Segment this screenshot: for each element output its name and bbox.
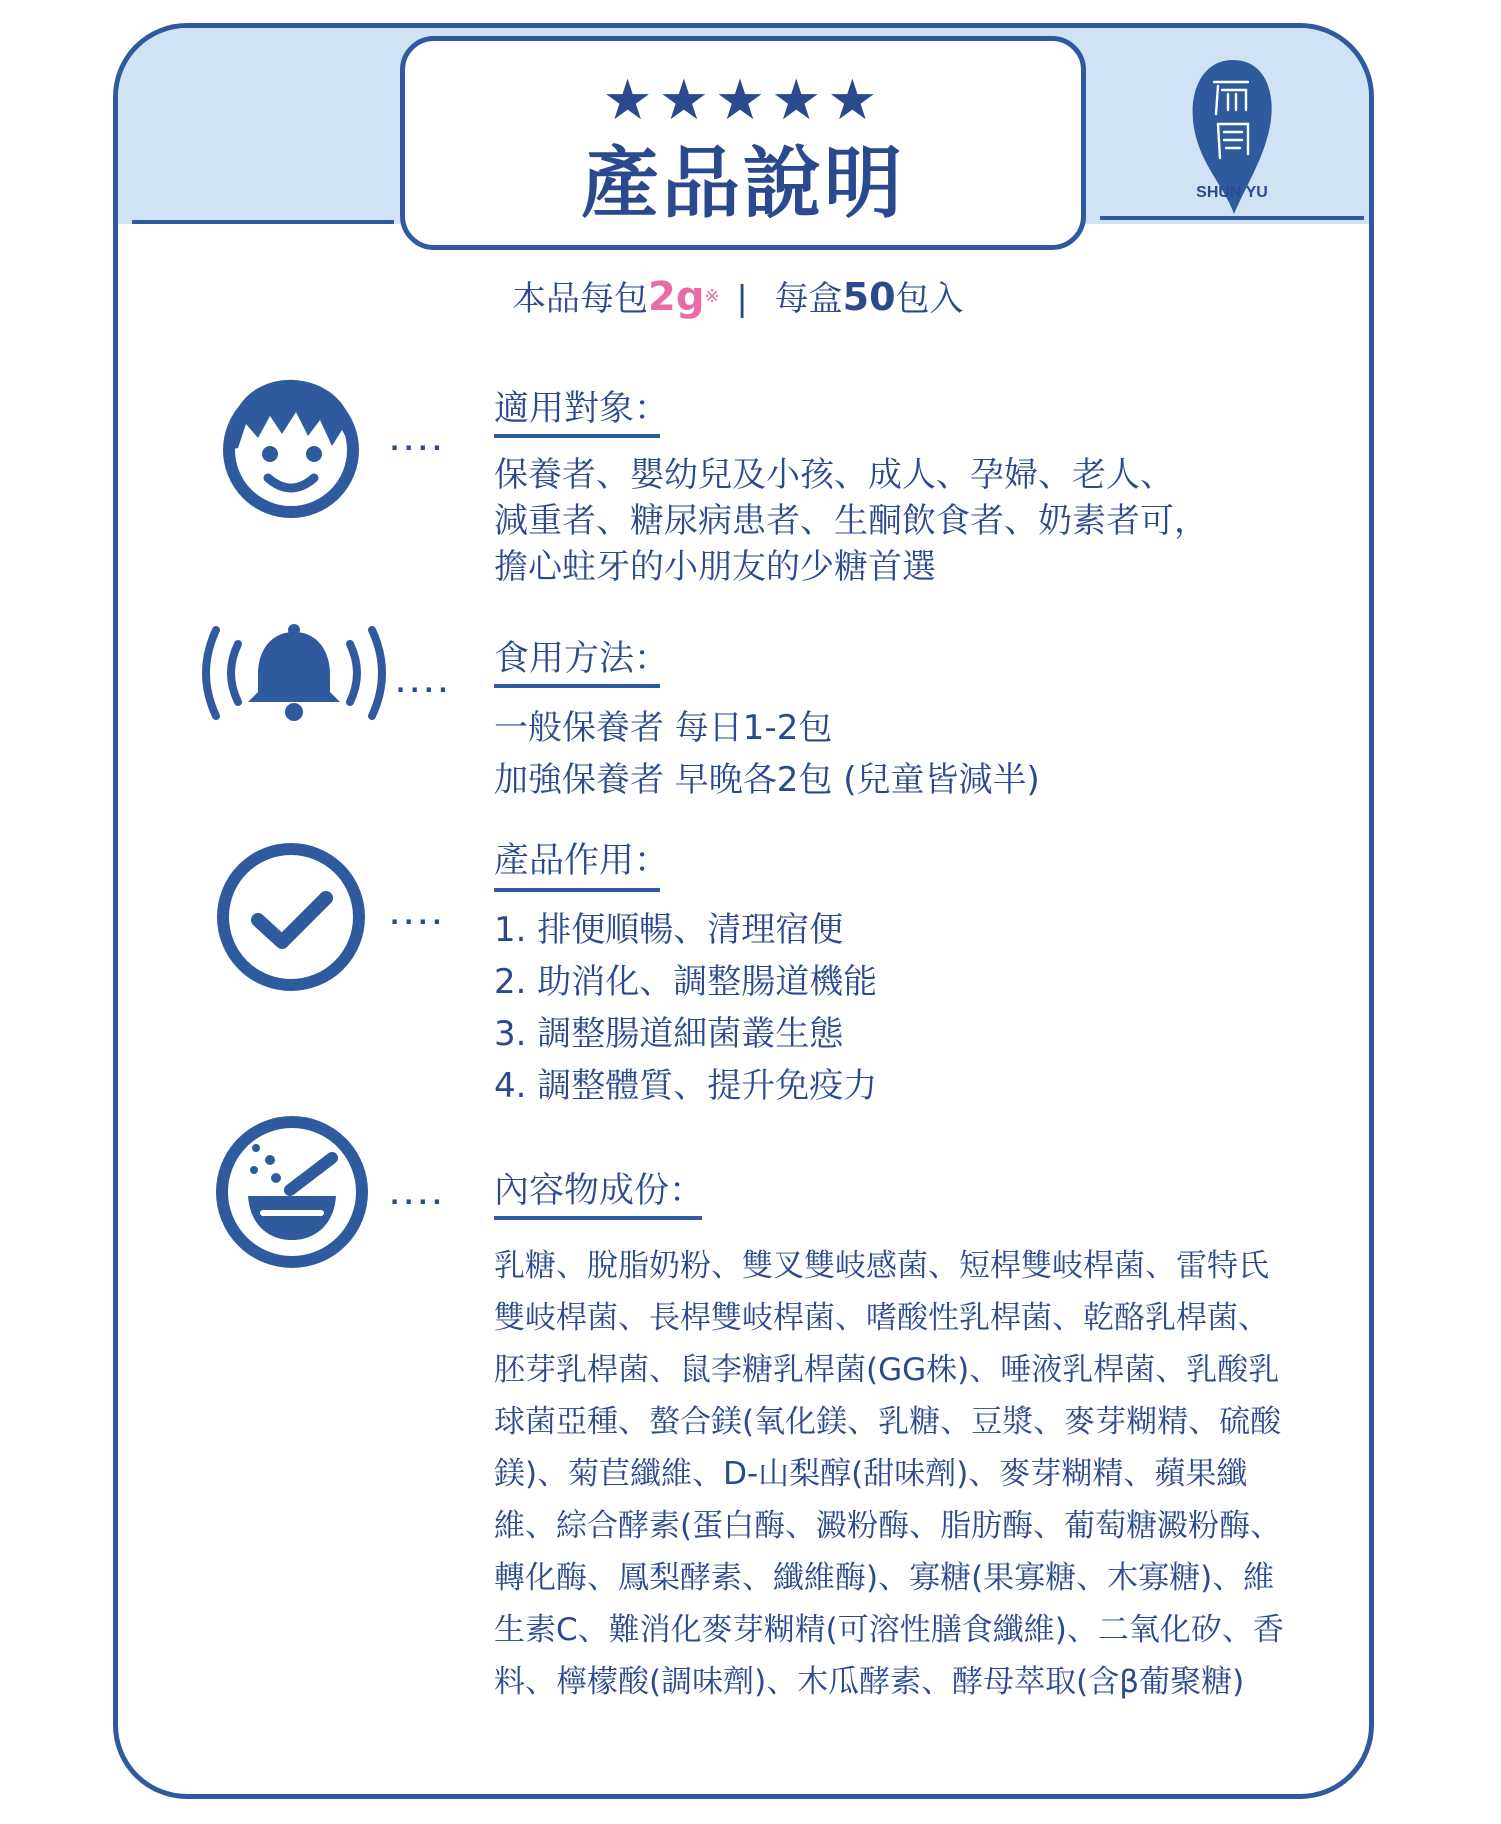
- checkmark-circle-icon: [214, 840, 368, 994]
- target-text: [494, 452, 1208, 590]
- target-line: 擔心蛀牙的小朋友的少糖首選: [494, 547, 936, 587]
- ingredients-line: 胚芽乳桿菌、鼠李糖乳桿菌(GG株)、唾液乳桿菌、乳酸乳: [494, 1352, 1280, 1388]
- title-box: [400, 36, 1086, 250]
- effects-title: 產品作用：: [494, 841, 670, 881]
- ingredients-underline: [494, 1216, 702, 1220]
- page-title: 產品說明: [580, 139, 905, 229]
- usage-underline: [494, 684, 660, 688]
- ingredients-title: 內容物成份：: [494, 1171, 705, 1211]
- effects-underline: [494, 888, 660, 892]
- ingredients-line: 維、綜合酵素(蛋白酶、澱粉酶、脂肪酶、葡萄糖澱粉酶、: [494, 1508, 1282, 1544]
- usage-text: [494, 702, 1040, 806]
- ingredients-line: 料、檸檬酸(調味劑)、木瓜酵素、酵母萃取(含β葡聚糖): [494, 1664, 1245, 1700]
- connector-dots: ....: [396, 670, 453, 698]
- brand-name: SHUN YU: [1196, 184, 1268, 201]
- target-title: 適用對象：: [494, 389, 670, 429]
- connector-dots: ....: [390, 1182, 447, 1210]
- spec-box-count: 50: [842, 275, 896, 319]
- effects-line: 2. 助消化、調整腸道機能: [494, 962, 878, 1002]
- ingredients-line: 乳糖、脫脂奶粉、雙叉雙岐感菌、短桿雙岐桿菌、雷特氏: [494, 1248, 1269, 1284]
- connector-dots: ....: [390, 902, 447, 930]
- ingredients-line: 雙岐桿菌、長桿雙岐桿菌、嗜酸性乳桿菌、乾酪乳桿菌、: [494, 1300, 1269, 1336]
- spec-separator: |: [736, 279, 748, 319]
- smiling-boy-icon: [216, 370, 366, 520]
- effects-line: 1. 排便順暢、清理宿便: [494, 910, 844, 950]
- header-divider-left: [132, 220, 394, 224]
- ingredients-text: [494, 1240, 1284, 1708]
- spec-amount: 2g: [648, 274, 705, 320]
- target-underline: [494, 434, 660, 438]
- spec-box-prefix: 每盒: [774, 279, 843, 319]
- target-line: 保養者、嬰幼兒及小孩、成人、孕婦、老人、: [494, 455, 1174, 495]
- ingredients-line: 轉化酶、鳳梨酵素、纖維酶)、寡糖(果寡糖、木寡糖)、維: [494, 1560, 1275, 1596]
- ingredients-line: 生素C、難消化麥芽糊精(可溶性膳食纖維)、二氧化矽、香: [494, 1612, 1284, 1648]
- package-spec: [512, 272, 964, 324]
- ingredients-line: 鎂)、菊苣纖維、D-山梨醇(甜味劑)、麥芽糊精、蘋果纖: [494, 1456, 1248, 1492]
- rating-stars: ★★★★★: [602, 68, 884, 133]
- spec-mark: ※: [704, 286, 720, 307]
- usage-line: 一般保養者 每日1-2包: [494, 708, 833, 748]
- usage-line: 加強保養者 早晚各2包 (兒童皆減半): [494, 760, 1040, 800]
- target-line: 減重者、糖尿病患者、生酮飲食者、奶素者可，: [494, 501, 1208, 541]
- spec-box-suffix: 包入: [895, 279, 964, 319]
- usage-title: 食用方法：: [494, 639, 670, 679]
- connector-dots: ....: [390, 428, 447, 456]
- bell-icon: [196, 618, 392, 728]
- effects-text: [494, 904, 877, 1112]
- spec-prefix: 本品每包: [512, 279, 648, 319]
- ingredients-line: 球菌亞種、螯合鎂(氧化鎂、乳糖、豆漿、麥芽糊精、硫酸: [494, 1404, 1282, 1440]
- effects-line: 3. 調整腸道細菌叢生態: [494, 1014, 844, 1054]
- bowl-icon: [214, 1114, 370, 1270]
- effects-line: 4. 調整體質、提升免疫力: [494, 1066, 878, 1106]
